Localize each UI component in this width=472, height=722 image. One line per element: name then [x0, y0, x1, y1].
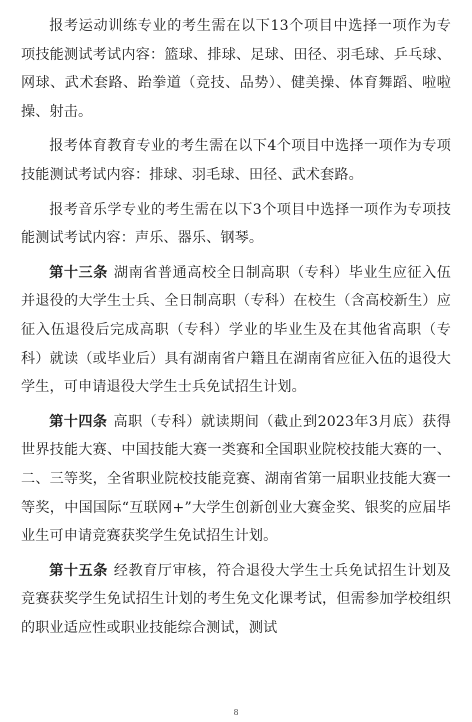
paragraph-musicology: [21, 196, 451, 253]
paragraph-article-14: [21, 408, 451, 551]
paragraph-sports-training: [21, 12, 451, 126]
paragraph-article-15: [21, 557, 451, 643]
page-number: 8: [233, 708, 239, 717]
article-label: 第十三条: [49, 264, 108, 281]
article-label: 第十四条: [49, 413, 108, 430]
paragraph-text: 报考体育教育专业的考生需在以下4个项目中选择一项作为专项技能测试考试内容：排球、羽毛球、田径、武术套路。: [21, 138, 451, 183]
paragraph-article-13: [21, 259, 451, 402]
paragraph-text: 经教育厅审核，符合退役大学生士兵免试招生计划及竞赛获奖学生免试招生计划的考生免文化课考试，但需参加学校组织的职业适应性或职业技能综合测试，测试: [21, 562, 451, 636]
paragraph-text: 高职（专科）就读期间（截止到2023年3月底）获得世界技能大赛、中国技能大赛一类赛和全国职业院校技能大赛的一、二、三等奖，全省职业院校技能竞赛、湖南省第一届职业技能大赛一等奖，中国国际“互联网+”大学生创新创业大赛金奖、银奖的应届毕业生可申请竞赛获奖学生免试招生计划。: [21, 413, 451, 545]
paragraph-text: 报考运动训练专业的考生需在以下13个项目中选择一项作为专项技能测试考试内容：篮球、排球、足球、田径、羽毛球、乒乓球、网球、武术套路、跆拳道（竞技、品势）、健美操、体育舞蹈、啦啦操、射击。: [21, 18, 451, 120]
paragraph-text: 报考音乐学专业的考生需在以下3个项目中选择一项作为专项技能测试考试内容：声乐、器乐、钢琴。: [21, 201, 451, 247]
paragraph-physical-education: [21, 132, 451, 189]
paragraph-text: 湖南省普通高校全日制高职（专科）毕业生应征入伍并退役的大学生士兵、全日制高职（专科）在校生（含高校新生）应征入伍退役后完成高职（专科）学业的毕业生及在其他省高职（专科）就读（或毕业后）具有湖南省户籍且在湖南省应征入伍的退役大学生，可申请退役大学生士兵免试招生计划。: [21, 264, 451, 396]
article-label: 第十五条: [49, 562, 108, 579]
document-body: [21, 12, 451, 648]
